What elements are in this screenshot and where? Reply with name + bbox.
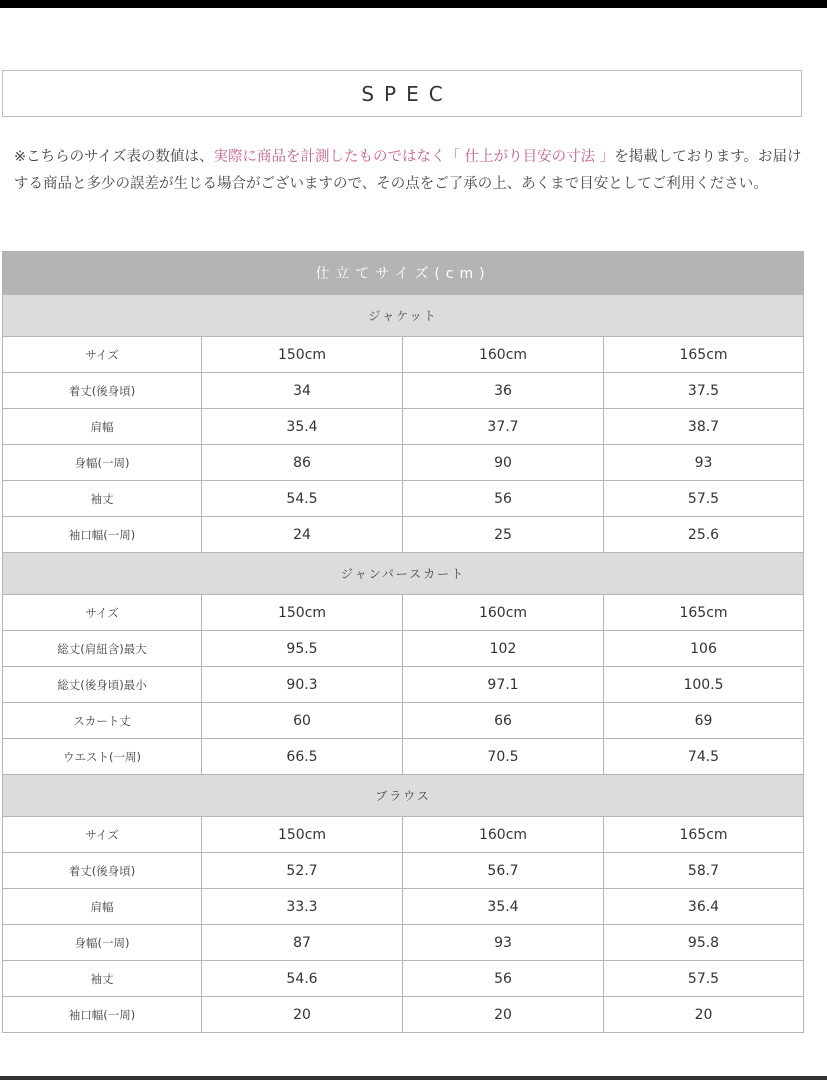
measurement-value: 35.4 (403, 889, 604, 925)
measurement-label: ウエスト(一周) (3, 739, 202, 775)
size-column-header: 165cm (604, 817, 804, 853)
table-row (3, 481, 804, 517)
measurement-value: 34 (202, 373, 403, 409)
measurement-value: 69 (604, 703, 804, 739)
size-column-header: 165cm (604, 595, 804, 631)
size-column-header: 150cm (202, 595, 403, 631)
size-label-cell: サイズ (3, 817, 202, 853)
measurement-value: 33.3 (202, 889, 403, 925)
size-column-header: 165cm (604, 337, 804, 373)
table-title: 仕立てサイズ(cm) (3, 252, 804, 295)
section-title: ジャケット (3, 295, 804, 337)
size-header-row (3, 817, 804, 853)
table-row (3, 409, 804, 445)
measurement-value: 35.4 (202, 409, 403, 445)
size-label-cell: サイズ (3, 337, 202, 373)
measurement-value: 97.1 (403, 667, 604, 703)
size-column-header: 160cm (403, 595, 604, 631)
measurement-value: 70.5 (403, 739, 604, 775)
table-row (3, 445, 804, 481)
measurement-value: 25 (403, 517, 604, 553)
measurement-value: 57.5 (604, 961, 804, 997)
measurement-value: 37.7 (403, 409, 604, 445)
measurement-label: 肩幅 (3, 409, 202, 445)
size-column-header: 150cm (202, 337, 403, 373)
bottom-border (0, 1076, 827, 1080)
measurement-value: 36.4 (604, 889, 804, 925)
table-title-row (3, 252, 804, 295)
measurement-value: 20 (403, 997, 604, 1033)
measurement-label: 身幅(一周) (3, 925, 202, 961)
size-label-cell: サイズ (3, 595, 202, 631)
measurement-value: 56 (403, 481, 604, 517)
measurement-label: 総丈(肩紐含)最大 (3, 631, 202, 667)
size-column-header: 160cm (403, 337, 604, 373)
spec-title: SPEC (361, 81, 453, 106)
table-row (3, 703, 804, 739)
measurement-value: 37.5 (604, 373, 804, 409)
measurement-value: 20 (202, 997, 403, 1033)
size-column-header: 160cm (403, 817, 604, 853)
measurement-label: 着丈(後身頃) (3, 853, 202, 889)
section-title: ジャンパースカート (3, 553, 804, 595)
measurement-label: 肩幅 (3, 889, 202, 925)
measurement-value: 38.7 (604, 409, 804, 445)
measurement-value: 95.5 (202, 631, 403, 667)
measurement-value: 56 (403, 961, 604, 997)
measurement-value: 36 (403, 373, 604, 409)
table-row (3, 631, 804, 667)
measurement-value: 90.3 (202, 667, 403, 703)
measurement-value: 100.5 (604, 667, 804, 703)
measurement-label: 身幅(一周) (3, 445, 202, 481)
measurement-label: 着丈(後身頃) (3, 373, 202, 409)
measurement-value: 95.8 (604, 925, 804, 961)
measurement-label: 袖口幅(一周) (3, 517, 202, 553)
measurement-value: 93 (403, 925, 604, 961)
measurement-value: 102 (403, 631, 604, 667)
table-row (3, 925, 804, 961)
note-text-1: ※こちらのサイズ表の数値は、 (14, 149, 214, 165)
note-text-2: を掲載しております。お届けする商品と多少の誤差が生じる場合がございますので、その点をご了承の上、あくまで目安としてご利用ください。 (14, 149, 802, 192)
section-title: ブラウス (3, 775, 804, 817)
table-row (3, 997, 804, 1033)
size-table (2, 251, 804, 1033)
measurement-value: 54.5 (202, 481, 403, 517)
table-row (3, 373, 804, 409)
measurement-value: 25.6 (604, 517, 804, 553)
table-row (3, 667, 804, 703)
measurement-label: 総丈(後身頃)最小 (3, 667, 202, 703)
measurement-value: 93 (604, 445, 804, 481)
measurement-value: 56.7 (403, 853, 604, 889)
measurement-value: 24 (202, 517, 403, 553)
measurement-label: 袖口幅(一周) (3, 997, 202, 1033)
measurement-value: 54.6 (202, 961, 403, 997)
measurement-label: 袖丈 (3, 961, 202, 997)
table-row (3, 739, 804, 775)
table-row (3, 961, 804, 997)
measurement-label: 袖丈 (3, 481, 202, 517)
measurement-value: 90 (403, 445, 604, 481)
size-note (14, 144, 804, 198)
measurement-label: スカート丈 (3, 703, 202, 739)
section-header-jacket (3, 295, 804, 337)
top-border (0, 0, 827, 8)
measurement-value: 74.5 (604, 739, 804, 775)
measurement-value: 66 (403, 703, 604, 739)
measurement-value: 106 (604, 631, 804, 667)
table-row (3, 853, 804, 889)
size-header-row (3, 595, 804, 631)
measurement-value: 60 (202, 703, 403, 739)
spec-heading-box (2, 70, 802, 117)
section-header-blouse (3, 775, 804, 817)
note-highlight: 実際に商品を計測したものではなく「 仕上がり目安の寸法 」 (213, 149, 615, 165)
size-header-row (3, 337, 804, 373)
measurement-value: 52.7 (202, 853, 403, 889)
table-row (3, 517, 804, 553)
measurement-value: 20 (604, 997, 804, 1033)
measurement-value: 87 (202, 925, 403, 961)
measurement-value: 66.5 (202, 739, 403, 775)
measurement-value: 86 (202, 445, 403, 481)
section-header-jumper-skirt (3, 553, 804, 595)
measurement-value: 58.7 (604, 853, 804, 889)
table-row (3, 889, 804, 925)
measurement-value: 57.5 (604, 481, 804, 517)
size-column-header: 150cm (202, 817, 403, 853)
